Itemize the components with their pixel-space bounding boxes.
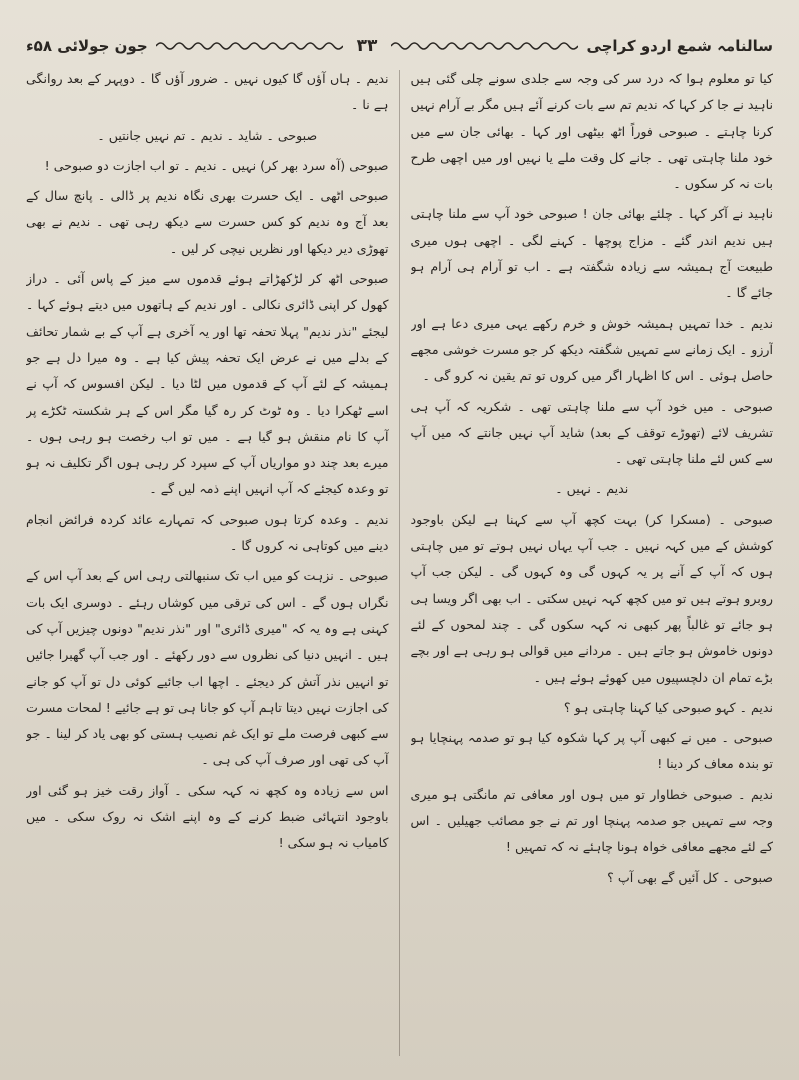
paragraph: صبوحی اٹھی ۔ ایک حسرت بھری نگاہ ندیم پر ڈالی ۔ پانچ سال کے بعد آج وہ ندیم کو کس حسرت سے دیکھ رہی تھی ۔ ندیم نے بھی تھوڑی دیر دیکھا اور نظریں نیچی کر لیں ۔ — [26, 188, 389, 256]
paragraph: ناہید نے آکر کہا ۔ چلئے بھائی جان ! صبوحی خود آپ سے ملنا چاہتی ہیں ندیم اندر گئے ۔ مزاج پوچھا ۔ کہنے لگی ۔ اچھی ہوں میری طبیعت آج ہمیشہ سے زیادہ شگفتہ ہے ۔ اب تو آرام ہی آرام ہو جائے گا ۔ — [410, 206, 773, 301]
paragraph: ندیم ۔ کہو صبوحی کیا کہنا چاہتی ہو ؟ — [563, 699, 773, 715]
paragraph: صبوحی ۔ نزہت کو میں اب تک سنبھالتی رہی اس کے بعد آپ اس کے نگراں ہوں گے ۔ اس کی ترقی میں کوشاں رہئے ۔ دوسری ایک بات کہنی ہے وہ یہ کہ "میری ڈائری" اور "نذر ندیم" دونوں چیزیں آپ کی ہیں ۔ انہیں دنیا کی نظروں سے دور رکھئے ۔ اور جب آپ گھبرا جائیں تو انہیں نذر آتش کر دیجئے ۔ اچھا اب جائیے کوئی دل تو آپ کو جانے کی اجازت نہیں دیتا تاہم آپ کو جانا ہی تو ہے جائیے ! لمحات مسرت سے کبھی فرصت ملے تو ایک غم نصیب ہستی کو بھی یاد کر لینا ۔ جو آپ کی تھی اور صرف آپ کی ہی ۔ — [26, 568, 389, 768]
paragraph: صبوحی ۔ میں خود آپ سے ملنا چاہتی تھی ۔ شکریہ کہ آپ ہی تشریف لائے (تھوڑے توقف کے بعد) شاید آپ نہیں جانتے کہ میں آپ سے کس لئے ملنا چاہتی تھی ۔ — [410, 398, 773, 467]
paragraph: صبوحی ۔ (مسکرا کر) بہت کچھ آپ سے کہنا ہے لیکن باوجود کوشش کے میں کہہ نہیں ۔ جب آپ یہاں نہیں ہوتے تو میں چاہتی ہوں کہ آپ کے آنے پر یہ کہوں گی وہ کہوں گی ۔ لیکن جب آپ روبرو ہوتے ہیں تو میں کچھ کہہ نہیں سکتی ۔ اب بھی اگر ویسا ہی ہو جائے تو غالباً پھر کبھی نہ کہہ سکوں گی ۔ چند لمحوں کے لئے دونوں خاموش ہو جاتے ہیں ۔ مردانے میں قوالی ہو رہی ہے اور بچے بڑے تمام ان دلچسپیوں میں کھوئے ہوئے ہیں ۔ — [410, 511, 773, 685]
paragraph: اس سے زیادہ وہ کچھ نہ کہہ سکی ۔ آواز رقت خیز ہو گئی اور باوجود انتہائی ضبط کرنے کے وہ اپنے اشک نہ روک سکی ۔ میں کامیاب نہ ہو سکی ! — [26, 782, 389, 851]
paragraph: صبوحی ۔ میں نے کبھی آپ پر کہا شکوہ کیا ہو تو صدمہ پہنچایا ہو تو بندہ معاف کر دینا ! — [410, 730, 773, 772]
paragraph: ندیم ۔ خدا تمہیں ہمیشہ خوش و خرم رکھے یہی میری دعا ہے اور آرزو ۔ ایک زمانے سے تمہیں شگفتہ دیکھ کر جو مسرت خوشی مجھے حاصل ہوئی ۔ اس کا اظہار اگر میں کروں تو تم یقین نہ کرو گی ۔ — [410, 315, 773, 384]
header-title: سالنامہ شمع اردو کراچی — [586, 37, 773, 55]
decorative-wave-left — [156, 39, 343, 53]
left-column — [26, 66, 389, 1062]
running-header — [26, 26, 773, 66]
page-number: ۳۳ — [356, 36, 378, 56]
paragraph: ندیم ۔ صبوحی خطاوار تو میں ہوں اور معافی تم مانگتی ہو میری وجہ سے تمہیں جو صدمہ پہنچا اور تم نے جو مصائب جھیلیں ۔ اس کے لئے مجھے معافی خواہ ہونا چاہئے نہ کہ تمہیں ! — [410, 786, 773, 855]
paragraph: ندیم ۔ نہیں ۔ — [555, 481, 629, 497]
paragraph: صبوحی ۔ شاید ۔ ندیم ۔ تم نہیں جانتیں ۔ — [97, 127, 318, 143]
paragraph: صبوحی (آہ سرد بھر کر) نہیں ۔ ندیم ۔ تو اب اجازت دو صبوحی ! — [44, 157, 389, 173]
paragraph: کیا تو معلوم ہوا کہ درد سر کی وجہ سے جلدی سونے چلی گئی ہیں ناہید نے جا کر کہا کہ ندیم تم سے بات کرنے آئے ہیں مگر بے آرام نہیں کرنا چاہتے ۔ صبوحی فوراً اٹھ بیٹھی اور کہا ۔ بھائی جان سے میں خود ملنا چاہتی تھی ۔ جانے کل وقت ملے یا نہیں اور میں اچھی طرح بات نہ کر سکوں ۔ — [410, 71, 773, 192]
text-columns — [26, 66, 773, 1062]
paragraph: ندیم ۔ وعدہ کرتا ہوں صبوحی کہ تمہارے عائد کردہ فرائض انجام دینے میں کوتاہی نہ کروں گا ۔ — [26, 511, 389, 554]
header-date: جون جولائی ۵۸ء — [26, 37, 148, 55]
paragraph: صبوحی اٹھ کر لڑکھڑاتے ہوئے قدموں سے میز کے پاس آئی ۔ دراز کھول کر اپنی ڈائری نکالی ۔ اور ندیم کے ہاتھوں میں دیتے ہوئے کہا ۔ لیجئے "نذر ندیم" پہلا تحفہ تھا اور یہ آخری ہے آپ کے بے شمار تحائف کے بدلے میں نے عرض ایک تحفہ پیش کیا ہے ۔ وہ میرا دل ہے جو ہمیشہ کے لئے آپ کے قدموں میں لٹا دیا ۔ لیکن افسوس کہ آپ نے اسے ٹھکرا دیا ۔ وہ ٹوٹ کر رہ گیا مگر اس کے ہر شکستہ ٹکڑے پر آپ کا نام منقش ہو گیا ہے ۔ میں تو اب رخصت ہو رہی ہوں ۔ میرے بعد چند دو مواریاں آپ کے سپرد کر رہی ہوں اگر تکلیف نہ ہو تو وعدہ کیجئے کہ آپ انہیں اپنے ذمہ لیں گے ۔ — [26, 271, 389, 497]
right-column — [411, 66, 774, 1062]
paragraph: ندیم ۔ ہاں آؤں گا کیوں نہیں ۔ ضرور آؤں گا ۔ دوپہر کے بعد روانگی ہے نا ۔ — [26, 71, 389, 113]
decorative-wave-right — [391, 39, 578, 53]
paragraph: صبوحی ۔ کل آئیں گے بھی آپ ؟ — [607, 869, 773, 885]
